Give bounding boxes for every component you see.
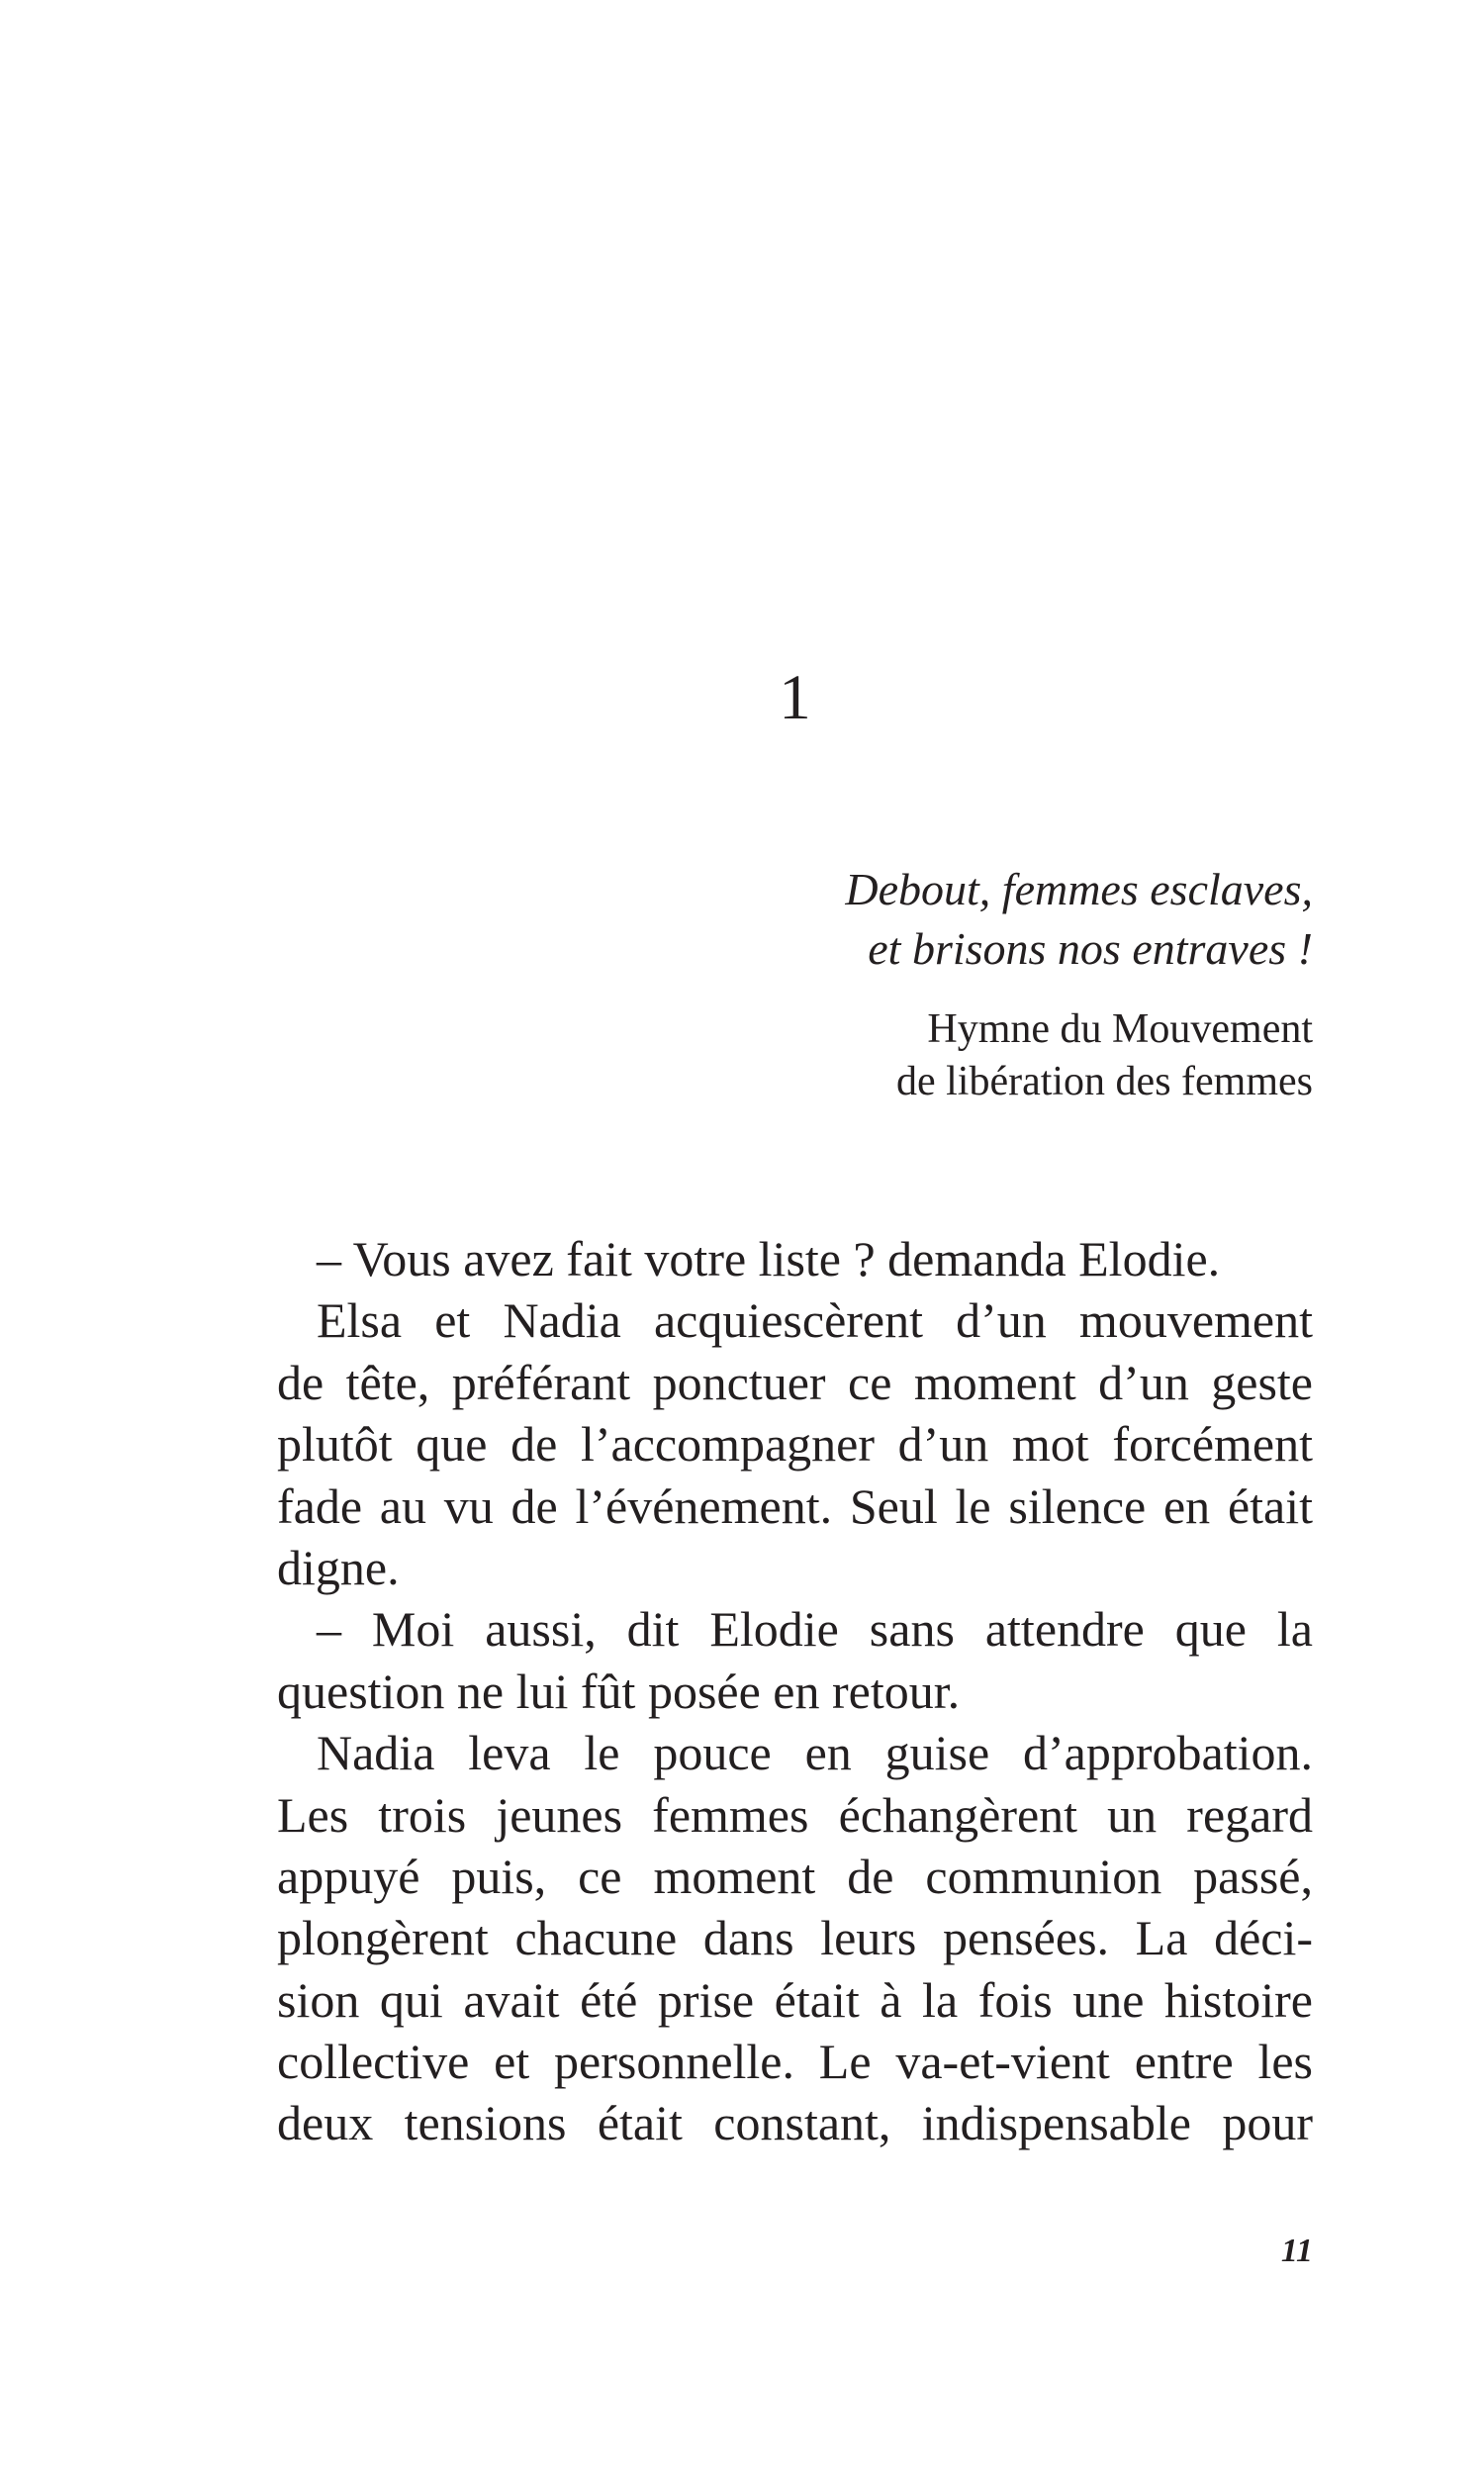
text-line: deux tensions était constant, indispensable pour <box>277 2095 1313 2151</box>
text-line: question ne lui fût posée en retour. <box>277 1663 961 1719</box>
text-line: Les trois jeunes femmes échangèrent un regard <box>277 1786 1313 1843</box>
text-line: sion qui avait été prise était à la fois une histoire <box>277 1971 1313 2028</box>
body-text <box>277 1228 1313 2154</box>
text-line: fade au vu de l’événement. Seul le silence en était <box>277 1477 1313 1534</box>
text-line: de tête, préférant ponctuer ce moment d’un geste <box>277 1354 1313 1410</box>
text-line: Elsa et Nadia acquiescèrent d’un mouvement <box>317 1292 1313 1349</box>
text-line: – Moi aussi, dit Elodie sans attendre que la <box>317 1601 1313 1658</box>
text-line: collective et personnelle. Le va-et-vient entre les <box>277 2034 1313 2090</box>
text-line: plutôt que de l’accompagner d’un mot forcément <box>277 1416 1313 1473</box>
epigraph-quote-line: Debout, femmes esclaves, <box>845 864 1313 914</box>
text-line: Nadia leva le pouce en guise d’approbation. <box>317 1725 1313 1781</box>
text-line: plongèrent chacune dans leurs pensées. La déci- <box>277 1910 1313 1966</box>
page-number: 11 <box>1280 2233 1313 2269</box>
epigraph-attribution-line: Hymne du Mouvement <box>927 1006 1313 1052</box>
epigraph-quote-line: et brisons nos entraves ! <box>868 923 1313 974</box>
epigraph-attribution-line: de libération des femmes <box>895 1059 1313 1104</box>
text-line: appuyé puis, ce moment de communion passé, <box>277 1848 1313 1904</box>
text-line: – Vous avez fait votre liste ? demanda Elodie. <box>317 1231 1221 1286</box>
text-line: digne. <box>277 1539 400 1595</box>
chapter-number: 1 <box>779 662 811 733</box>
